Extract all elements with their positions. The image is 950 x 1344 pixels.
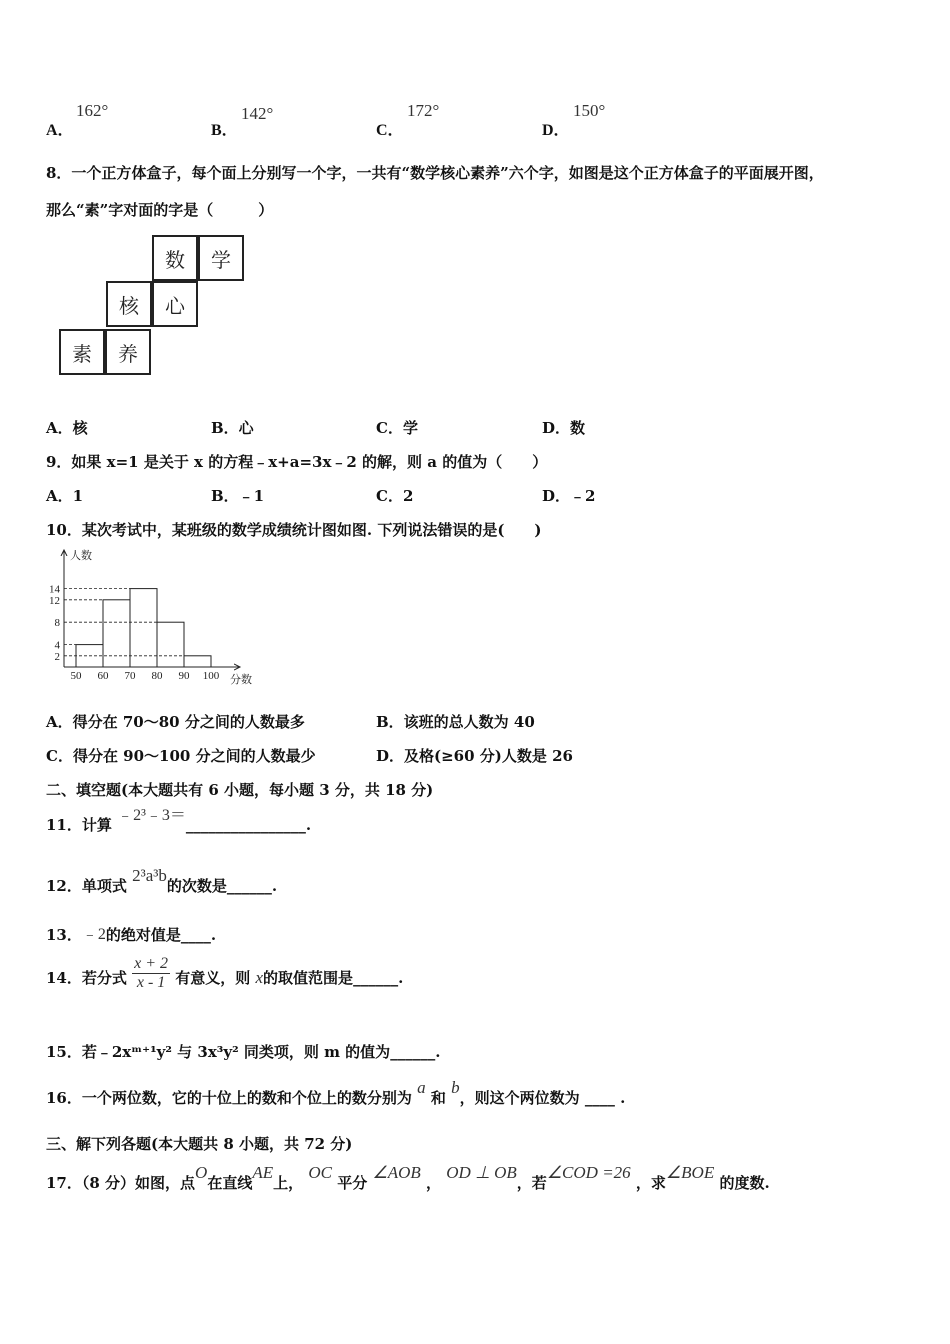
q13-expression: ﹣2: [81, 926, 106, 943]
q14-blank: ______: [353, 969, 399, 987]
q17-part5: ，: [426, 1174, 442, 1192]
q17-point-o: O: [195, 1163, 208, 1182]
q14-mid: 有意义，则: [175, 969, 251, 987]
q11: [46, 807, 312, 835]
net-cell-shu: 数: [152, 235, 198, 281]
q14: [46, 955, 403, 992]
q13-end: .: [210, 926, 217, 944]
q14-variable: x: [255, 968, 264, 987]
net-cell-xin: 心: [152, 281, 198, 327]
q16-and: 和: [430, 1089, 446, 1107]
q15-blank: ______: [390, 1043, 436, 1061]
q14-denominator: x - 1: [136, 974, 166, 991]
q16-var-a: a: [417, 1078, 426, 1097]
q14-label: 14．若分式: [46, 969, 127, 987]
q15-text: 15．若﹣2xᵐ⁺¹y² 与 3x³y² 同类项，则 m 的值为: [46, 1043, 391, 1061]
section3-heading: 三、解下列各题(本大题共 8 小题，共 72 分): [46, 1135, 353, 1153]
histogram-bar-80-90: [157, 622, 184, 667]
q7-option-b-value: 142°: [241, 104, 274, 123]
net-cell-xue: 学: [198, 235, 244, 281]
q17-angle-aob: ∠AOB: [372, 1163, 421, 1182]
q16: [46, 1078, 626, 1108]
q11-expression: ﹣2³﹣3＝: [117, 807, 186, 824]
q11-end: .: [305, 816, 312, 834]
q16-end: .: [620, 1089, 626, 1107]
x-tick-label-50: 50: [70, 670, 82, 682]
q13: [46, 922, 216, 945]
histogram-chart: [40, 545, 270, 690]
net-cell-su: 素: [59, 329, 105, 375]
q8-option-c: C．学: [376, 419, 418, 437]
q14-tail: 的取值范围是: [263, 969, 354, 987]
q13-tail: 的绝对值是: [105, 926, 181, 944]
q17-part3: 上，: [273, 1174, 304, 1192]
q17-angle-boe: ∠BOE: [665, 1163, 715, 1182]
q17-part1: 17．（8 分）如图，点: [46, 1174, 196, 1192]
q7-option-c-letter: C．: [376, 122, 404, 139]
q17-line-ae: AE: [252, 1163, 274, 1182]
q16-blank: ____: [584, 1089, 615, 1107]
q12-label: 12．单项式: [46, 877, 127, 895]
q17-angle-cod: ∠COD =26: [546, 1163, 631, 1182]
q8-option-d: D．数: [542, 419, 586, 437]
q13-label: 13．: [46, 926, 82, 944]
q10-option-d: D．及格(≥60 分)人数是 26: [376, 747, 573, 765]
y-tick-label-2: 2: [54, 650, 60, 663]
q7-option-d-letter: D．: [542, 122, 570, 139]
q13-blank: ____: [180, 926, 211, 944]
y-tick-label-12: 12: [49, 594, 60, 607]
q17-part4: 平分: [337, 1174, 368, 1192]
y-tick-label-4: 4: [54, 639, 60, 652]
q17-part2: 在直线: [207, 1174, 253, 1192]
x-tick-label-90: 90: [178, 670, 190, 682]
histogram-bar-70-80: [130, 589, 157, 667]
q12: [46, 866, 278, 896]
q9-option-d: D．﹣2: [542, 487, 596, 505]
x-axis-label: 分数: [230, 673, 252, 686]
q11-blank: ________________: [185, 816, 306, 834]
q7-option-b-letter: B．: [211, 122, 238, 139]
q9-option-c: C．2: [376, 487, 414, 505]
q9-stem: 9．如果 x=1 是关于 x 的方程﹣x+a=3x﹣2 的解，则 a 的值为（ ）: [46, 453, 548, 471]
q12-end: .: [271, 877, 278, 895]
q14-fraction: [132, 955, 170, 992]
q17-part8: 的度数.: [719, 1174, 770, 1192]
x-tick-label-70: 70: [124, 670, 136, 682]
q7-option-c-value: 172°: [407, 101, 440, 120]
q10-option-c: C．得分在 90～100 分之间的人数最少: [46, 747, 316, 765]
q8-stem-line2: 那么“素”字对面的字是（ ）: [46, 201, 274, 219]
q17: [46, 1163, 770, 1193]
x-tick-label-100: 100: [202, 670, 220, 682]
q17-part6: ，若: [516, 1174, 547, 1192]
q9-option-b: B．﹣1: [211, 487, 265, 505]
q15: [46, 1041, 440, 1062]
q10-stem: 10．某次考试中，某班级的数学成绩统计图如图. 下列说法错误的是( ): [46, 521, 542, 539]
y-tick-label-8: 8: [54, 617, 60, 630]
x-tick-label-60: 60: [97, 670, 109, 682]
q10-option-b: B．该班的总人数为 40: [376, 713, 535, 731]
q9-option-a: A．1: [46, 487, 84, 505]
x-tick-label-80: 80: [151, 670, 163, 682]
q12-blank: ______: [226, 877, 272, 895]
q12-monomial: 2³a³b: [132, 866, 167, 885]
q16-label: 16．一个两位数，它的十位上的数和个位上的数分别为: [46, 1089, 412, 1107]
q17-ray-oc: OC: [308, 1163, 332, 1182]
q16-tail: ，则这个两位数为: [459, 1089, 580, 1107]
q7-option-a-value: 162°: [76, 101, 109, 120]
q11-label: 11．计算: [46, 816, 112, 834]
q14-end: .: [398, 969, 404, 987]
q17-perpendicular: OD ⊥ OB: [446, 1163, 517, 1182]
histogram-bar-90-100: [184, 656, 211, 667]
q8-stem-line1: 8．一个正方体盒子，每个面上分别写一个字，一共有“数学核心素养”六个字，如图是这个正方体盒子的平面展开图，: [46, 164, 824, 182]
q7-option-a-letter: A．: [46, 122, 74, 139]
q16-var-b: b: [451, 1078, 460, 1097]
q10-option-a: A．得分在 70～80 分之间的人数最多: [46, 713, 305, 731]
q14-numerator: x + 2: [134, 955, 169, 972]
q7-option-d-value: 150°: [573, 101, 606, 120]
section2-heading: 二、填空题(本大题共有 6 小题，每小题 3 分，共 18 分): [46, 781, 434, 799]
net-cell-yang: 养: [105, 329, 151, 375]
q17-part7: ，求: [635, 1174, 666, 1192]
q15-end: .: [435, 1043, 441, 1061]
q8-option-a: A．核: [46, 419, 88, 437]
net-cell-he: 核: [106, 281, 152, 327]
q12-tail: 的次数是: [166, 877, 227, 895]
q8-option-b: B．心: [211, 419, 254, 437]
y-tick-label-14: 14: [49, 583, 60, 596]
y-axis-label: 人数: [70, 549, 92, 562]
histogram-bar-60-70: [103, 600, 130, 667]
